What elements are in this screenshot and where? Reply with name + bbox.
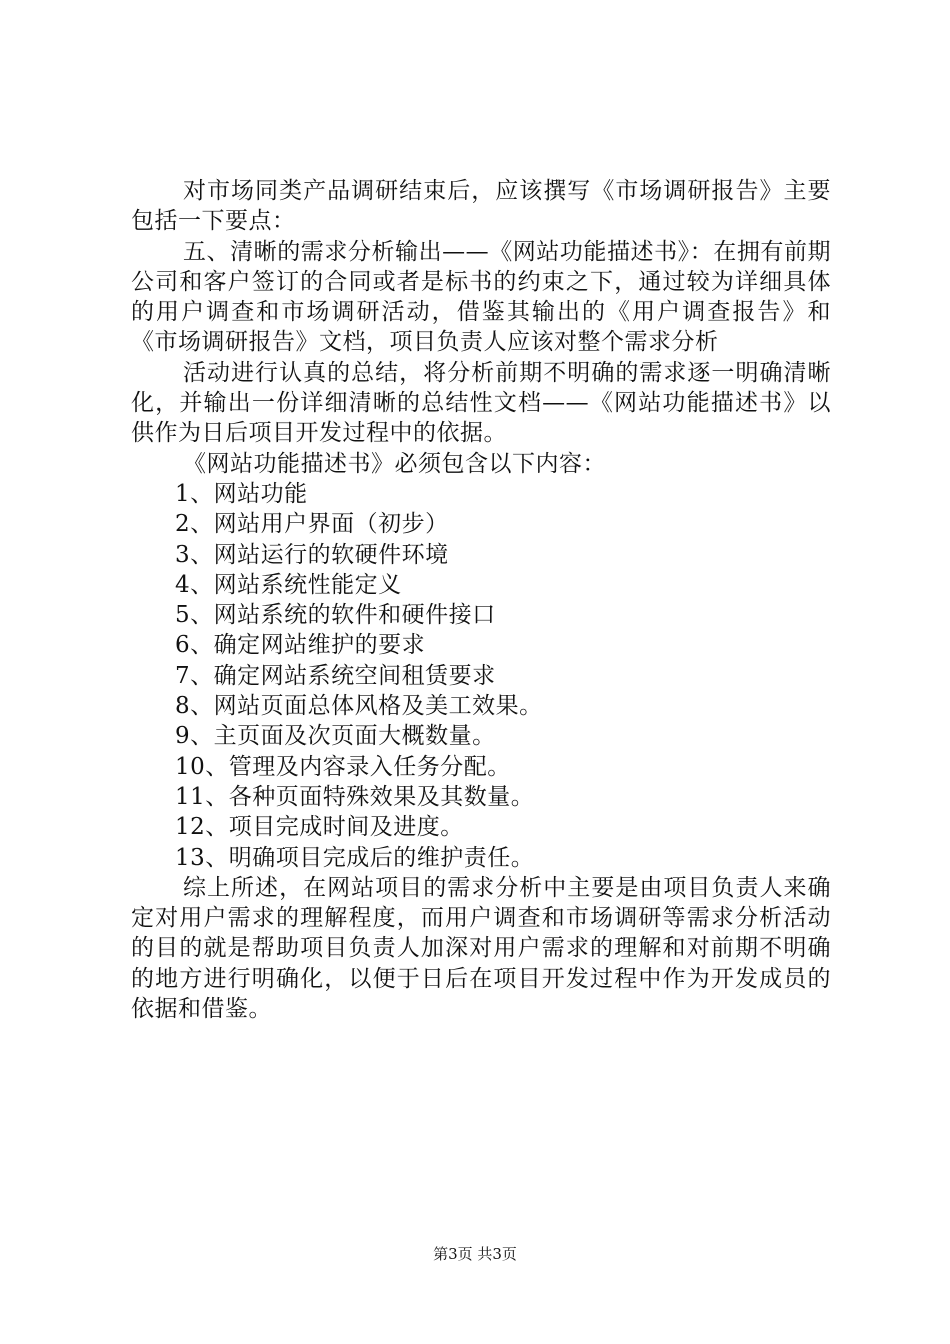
list-item: 10、管理及内容录入任务分配。 [175,753,511,780]
paragraph-summary: 活动进行认真的总结，将分析前期不明确的需求逐一明确清晰化，并输出一份详细清晰的总结性文档——《网站功能描述书》以供作为日后项目开发过程中的依据。 [131,359,831,447]
paragraph-intro: 对市场同类产品调研结束后，应该撰写《市场调研报告》主要包括一下要点： [131,178,831,235]
paragraph-list-intro: 《网站功能描述书》必须包含以下内容： [183,450,606,477]
list-item: 3、网站运行的软硬件环境 [175,541,449,568]
list-item: 5、网站系统的软件和硬件接口 [175,602,496,629]
list-item: 6、确定网站维护的要求 [175,632,426,659]
paragraph-conclusion: 综上所述，在网站项目的需求分析中主要是由项目负责人来确定对用户需求的理解程度，而用户调查和市场调研等需求分析活动的目的就是帮助项目负责人加深对用户需求的理解和对前期不明确的地方进行明确化，以便于日后在项目开发过程中作为开发成员的依据和借鉴。 [131,874,831,1023]
list-item: 12、项目完成时间及进度。 [175,814,464,841]
list-item: 11、各种页面特殊效果及其数量。 [175,783,535,810]
list-item: 13、明确项目完成后的维护责任。 [175,844,535,871]
list-item: 4、网站系统性能定义 [175,571,402,598]
requirements-list [131,479,831,873]
list-item: 9、主页面及次页面大概数量。 [175,723,496,750]
paragraph-section-five: 五、清晰的需求分析输出——《网站功能描述书》：在拥有前期公司和客户签订的合同或者是标书的约束之下，通过较为详细具体的用户调查和市场调研活动，借鉴其输出的《用户调查报告》和《市场调研报告》文档，项目负责人应该对整个需求分析 [131,238,831,356]
list-item: 8、网站页面总体风格及美工效果。 [175,693,543,720]
page-footer: 第3页 共3页 [433,1245,517,1263]
list-item: 1、网站功能 [175,480,308,507]
list-item: 7、确定网站系统空间租赁要求 [175,662,496,689]
document-body [131,176,831,1024]
list-item: 2、网站用户界面（初步） [175,511,449,538]
